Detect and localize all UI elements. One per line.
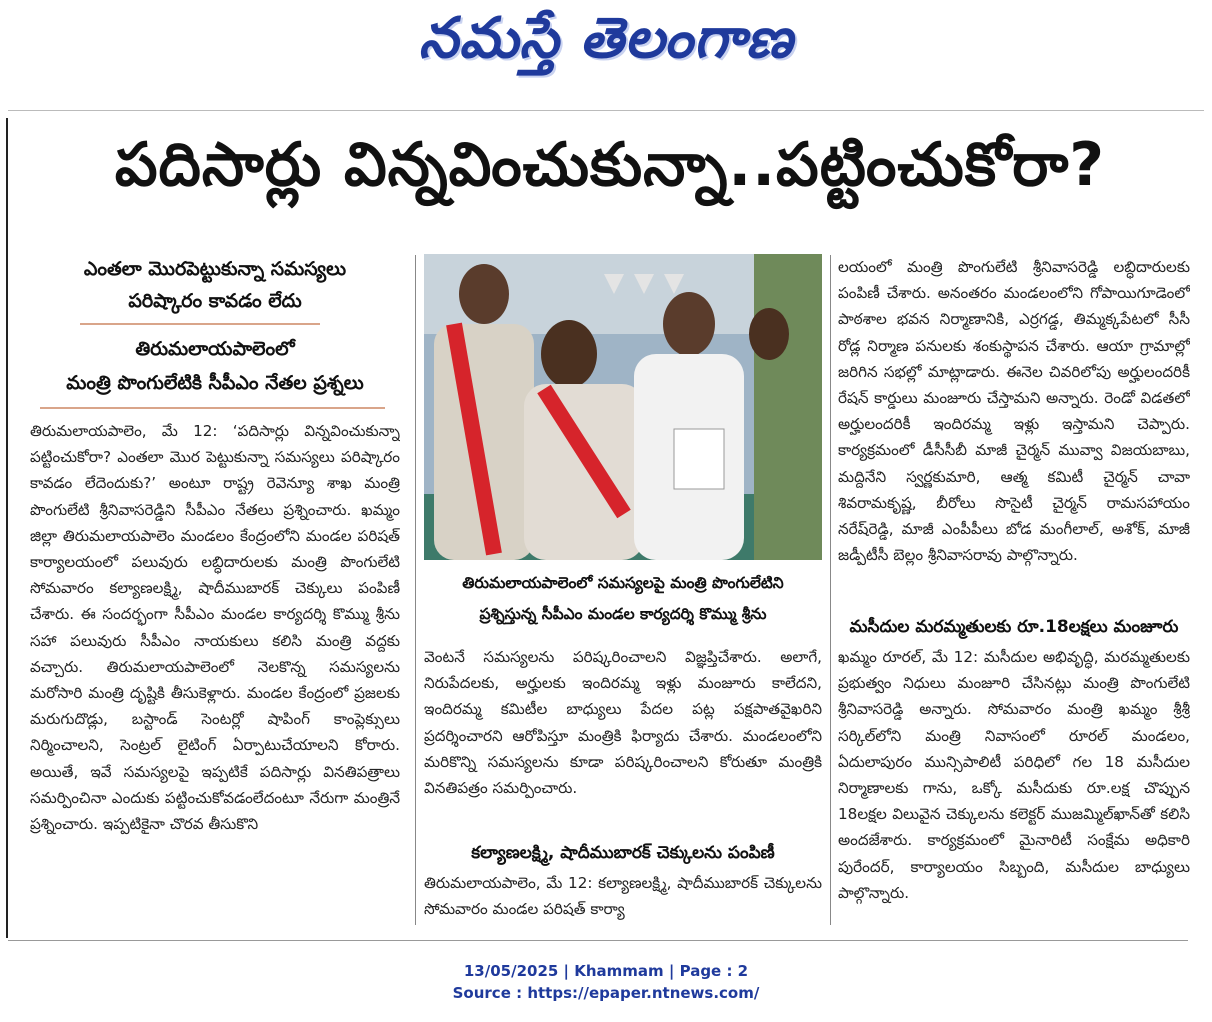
article-column-2 [424, 644, 822, 836]
caption-line: తిరుమలాయపాలెంలో సమస్యలపై మంత్రి పొంగులేటిని [462, 574, 784, 592]
photo-caption [424, 568, 822, 630]
deck-divider [40, 407, 385, 409]
deck-line: మంత్రి పొంగులేటికి సీపీఎం నేతల ప్రశ్నలు [66, 372, 364, 394]
article-column-3 [838, 254, 1190, 612]
divider [8, 110, 1204, 111]
masthead [0, 0, 1212, 90]
column-divider [830, 255, 831, 925]
article-column-3b [838, 644, 1190, 924]
footer-source: Source : https://epaper.ntnews.com/ [452, 984, 760, 1002]
left-border [6, 118, 8, 938]
masthead-logo: నమస్తే తెలంగాణ [418, 5, 794, 71]
footer-divider [8, 940, 1188, 941]
deck-divider [80, 323, 320, 325]
section-subhead: కల్యాణలక్ష్మి, షాదీముబారక్ చెక్కులను పంపిణీ [471, 843, 775, 863]
footer-edition: 13/05/2025 | Khammam | Page : 2 [463, 962, 749, 980]
column-divider [415, 255, 416, 925]
article-paragraph: లయంలో మంత్రి పొంగులేటి శ్రీనివాసరెడ్డి లబ్ధిదారులకు పంపిణీ చేశారు. అనంతరం మండలంలోని గోపాయిగూడెంలో పాఠశాల భవన నిర్మాణానికి, ఎర్రగడ్డ, తిమ్మక్కపేటలో సీసీ రోడ్ల నిర్మాణ పనులకు శంకుస్థాపన చేశారు. ఆయా గ్రామాల్లో జరిగిన సభల్లో మాట్లాడారు. ఈనెల చివరిలోపు అర్హులందరికీ రేషన్ కార్డులు మంజూరు చేస్తామని అన్నారు. రెండో విడతలో అర్హులందరికీ ఇందిరమ్మ ఇళ్లు ఇస్తామని చెప్పారు. కార్యక్రమంలో డీసీసీబీ మాజీ చైర్మన్ మువ్వా విజయబాబు, మద్దినేని స్వర్ణకుమారి, ఆత్మ కమిటీ చైర్మన్ చావా శివరామకృష్ణ, బీరోలు సొసైటీ చైర్మన్ రామసహాయం నరేష్‌రెడ్డి, మాజీ ఎంపీపీలు బోడ మంగీలాల్, అశోక్, మాజీ జడ్పీటీసీ బెల్లం శ్రీనివాసరావు పాల్గొన్నారు. [838, 258, 1190, 565]
caption-line: ప్రశ్నిస్తున్న సీపీఎం మండల కార్యదర్శి కొమ్ము శ్రీను [479, 605, 767, 623]
headline: పదిసార్లు విన్నవించుకున్నా..పట్టించుకోరా? [114, 130, 1106, 200]
deck-line: తిరుమలాయపాలెంలో [135, 338, 295, 360]
section-subhead: మసీదుల మరమ్మతులకు రూ.18లక్షలు మంజూరు [849, 617, 1179, 637]
photo-illustration [424, 254, 822, 560]
article-paragraph: తిరుమలాయపాలెం, మే 12: కల్యాణలక్ష్మి, షాదీముబారక్ చెక్కులను సోమవారం మండల పరిషత్ కార్యా [424, 874, 822, 919]
news-photo [424, 254, 822, 560]
deck-line: ఎంతలా మొరపెట్టుకున్నా సమస్యలు [83, 258, 347, 280]
article-column-2b [424, 870, 822, 924]
article-paragraph: ఖమ్మం రూరల్, మే 12: మసీదుల అభివృద్ధి, మరమ్మతులకు ప్రభుత్వం నిధులు మంజూరి చేసినట్లు మంత్రి పొంగులేటి శ్రీనివాసరెడ్డి అన్నారు. సోమవారం మంత్రి ఖమ్మం శ్రీశ్రీ సర్కిల్‌లోని మంత్రి నివాసంలో రూరల్ మండలం, ఏదులాపురం మున్సిపాలిటీ పరిధిలో గల 18 మసీదుల నిర్మాణాలకు గాను, ఒక్కో మసీదుకు రూ.లక్ష చొప్పున 18లక్షల విలువైన చెక్కులను కలెక్టర్ ముజమ్మిల్‌ఖాన్‌తో కలిసి అందజేశారు. కార్యక్రమంలో మైనారిటీ సంక్షేమ అధికారి పురేందర్, కార్యాలయం సిబ్బంది, మసీదుల బాధ్యులు పాల్గొన్నారు. [838, 648, 1190, 902]
article-paragraph: వెంటనే సమస్యలను పరిష్కరించాలని విజ్ఞప్తిచేశారు. అలాగే, నిరుపేదలకు, అర్హులకు ఇందిరమ్మ ఇళ్లు మంజూరు కాలేదని, ఇందిరమ్మ కమిటీల బాధ్యులు పేదల పట్ల పక్షపాతవైఖరిని ప్రదర్శించారని ఆరోపిస్తూ మంత్రికి ఫిర్యాదు చేశారు. మండలంలోని మరికొన్ని సమస్యలను కూడా పరిష్కరించాలని కోరుతూ మంత్రికి వినతిపత్రం సమర్పించారు. [424, 648, 822, 798]
article-column-1 [30, 418, 400, 923]
article-paragraph: తిరుమలాయపాలెం, మే 12: ‘పదిసార్లు విన్నవించుకున్నా పట్టించుకోరా? ఎంతలా మొర పెట్టుకున్నా సమస్యలు పరిష్కారం కావడం లేదెందుకు?’ అంటూ రాష్ట్ర రెవెన్యూ శాఖ మంత్రి పొంగులేటి శ్రీనివాసరెడ్డిని సీపీఎం నేతలు ప్రశ్నించారు. ఖమ్మం జిల్లా తిరుమలాయపాలెం మండలం కేంద్రంలోని మండల పరిషత్ కార్యాలయంలో పలువురు లబ్ధిదారులకు మంత్రి పొంగులేటి సోమవారం కల్యాణలక్ష్మి, షాదీముబారక్ చెక్కులు పంపిణీ చేశారు. ఈ సందర్భంగా సీపీఎం మండల కార్యదర్శి కొమ్ము శ్రీను సహా పలువురు సీపీఎం నాయకులు కలిసి మంత్రి వద్దకు వచ్చారు. తిరుమలాయపాలెంలో నెలకొన్న సమస్యలను మరోసారి మంత్రి దృష్టికి తీసుకెళ్లారు. మండల కేంద్రంలో ప్రజలకు మరుగుదొడ్లు, బస్టాండ్ సెంటర్లో షాపింగ్ కాంప్లెక్సులు నిర్మించాలని, సెంట్రల్ లైటింగ్ ఏర్పాటుచేయాలని కోరారు. అయితే, ఇవే సమస్యలపై ఇప్పటికే పదిసార్లు వినతిపత్రాలు సమర్పించినా ఎందుకు పట్టించుకోవడంలేదంటూ నేరుగా మంత్రినే ప్రశ్నించారు. ఇప్పటికైనా చొరవ తీసుకొని [30, 422, 400, 834]
deck-line: పరిష్కారం కావడం లేదు [128, 290, 302, 312]
